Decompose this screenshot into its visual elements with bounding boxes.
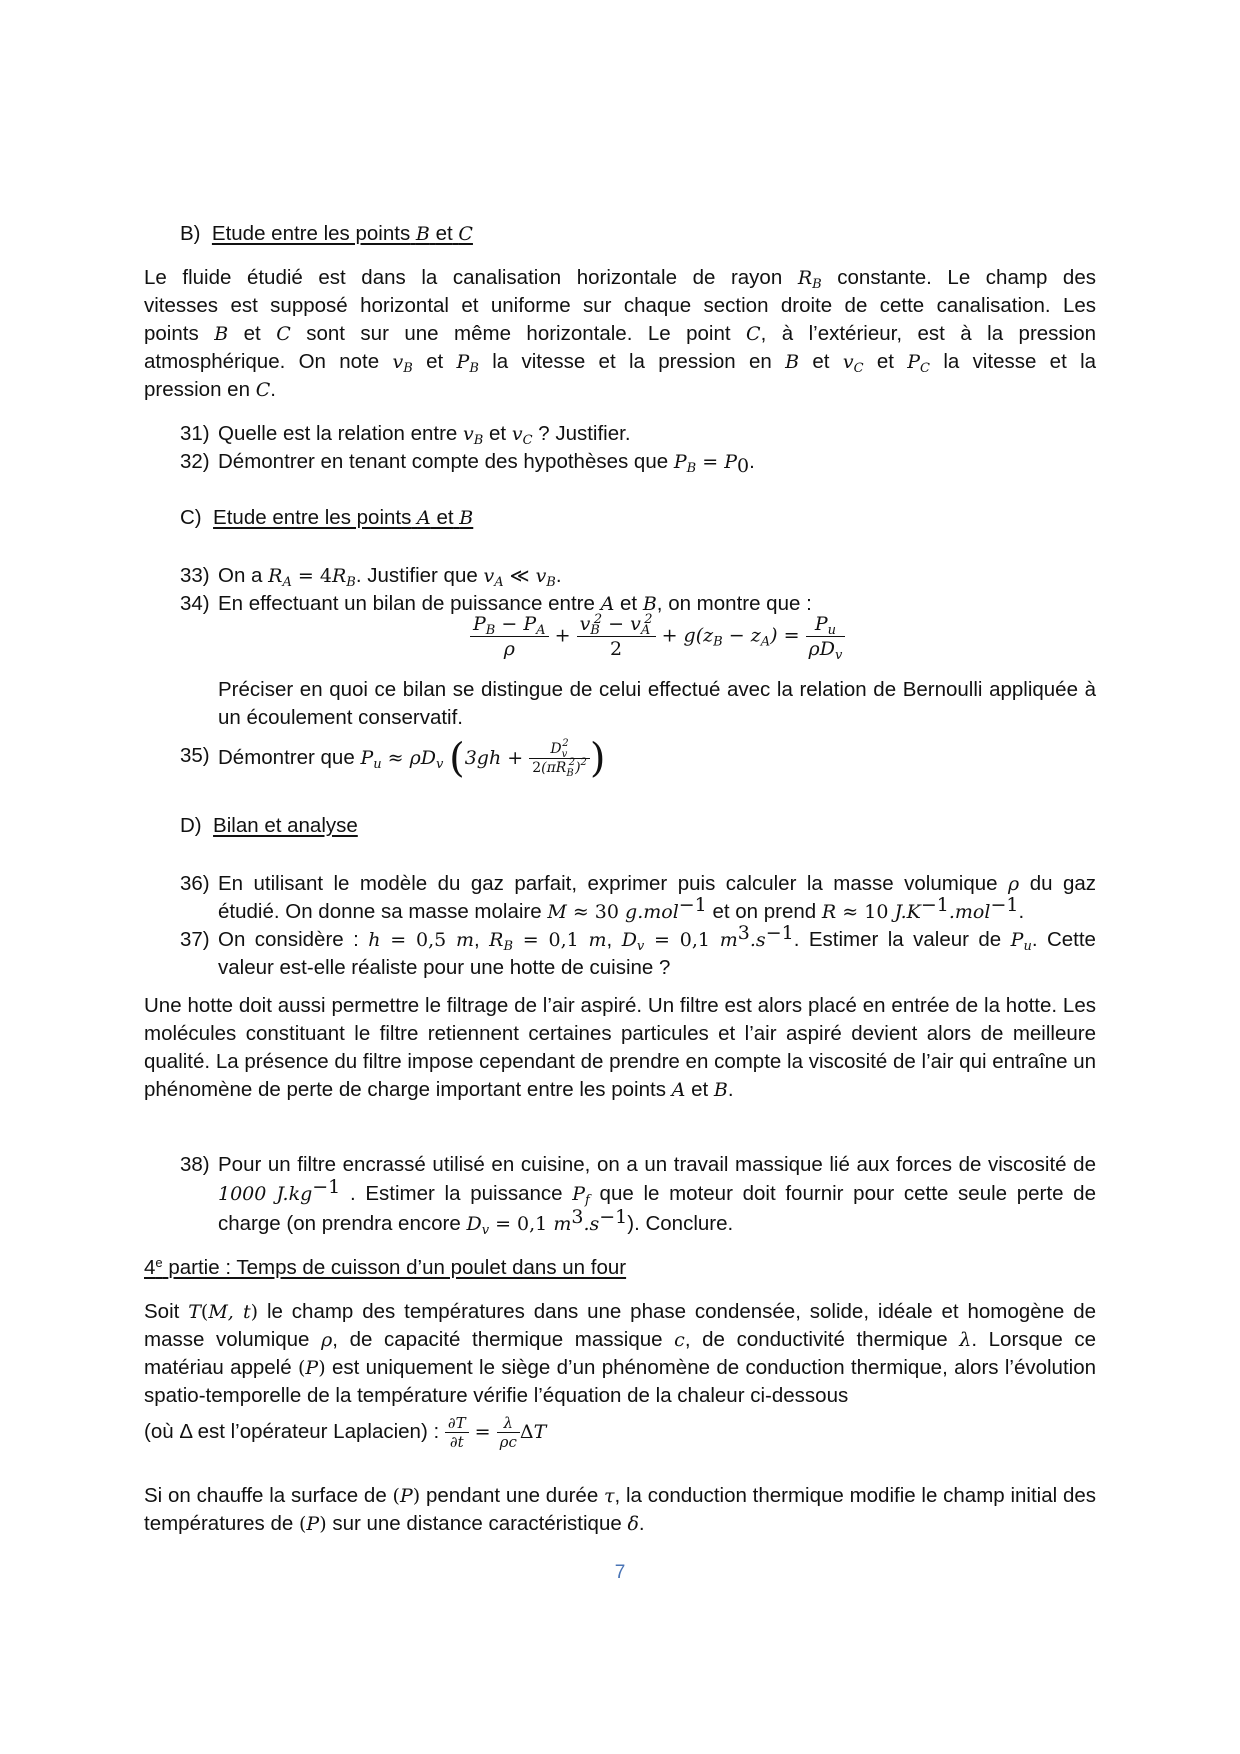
section-b-heading: B) Etude entre les points B et C (180, 222, 473, 245)
question-36: 36) En utilisant le modèle du gaz parfait, exprimer puis calculer la masse volumique ρ du gaz étudié. On donne sa masse molaire M ≈ 30 g.mol$^{-1}$ et on prend R ≈ 10 $J.K^{-1}.mol^{-1}$. (180, 872, 1097, 923)
paragraph-conduction-distance: Si on chauffe la surface de (P) pendant une durée τ, la conduction thermique modifie le champ initial des températures de (P) sur une distance caractéristique δ. (144, 1484, 1096, 1535)
section-d-heading: D) Bilan et analyse (180, 814, 358, 837)
question-34: 34) En effectuant un bilan de puissance entre A et B, on montre que : (180, 592, 812, 615)
section-b-title: Etude entre les points (211, 222, 411, 245)
power-balance-equation: $\frac{P_B - P_A}{\rho}$ + $\frac{v_B^2 - v_A^2}{2}$ + $g(z_B - z_A)$ = $\frac{P_u}{\rho D_v}$ (470, 612, 845, 661)
question-35: 35) Démontrer que $P_u \approx \rho D_v$ (3gh + $\frac{D_v^2}{2(\pi R_B^2)^2}$ ) (180, 735, 606, 782)
section-b-label: B) (180, 222, 201, 245)
part-4-heading: 4e partie : Temps de cuisson d’un poulet dans un four (144, 1255, 627, 1279)
question-34-followup: Préciser en quoi ce bilan se distingue de celui effectué avec la relation de Bernoulli appliquée à un écoulement conservatif. (218, 678, 1096, 729)
question-38: 38) Pour un filtre encrassé utilisé en cuisine, on a un travail massique lié aux forces de viscosité de 1000 $J.kg^{-1}$ . Estimer la puissance $P_f$ que le moteur doit fournir pour cette seule perte de charge (on prendra encore $D_v = 0,1$ $m^3.s^{-1}$). Conclure. (180, 1153, 1096, 1238)
question-37: 37) On considère : h = 0,5 m, $R_B = 0,1$ m, $D_v = 0,1$ $m^3.s^{-1}$. Estimer la valeur de $P_u$. Cette valeur est-elle réaliste pour une hotte de cuisine ? (180, 922, 1096, 979)
question-32: 32) Démontrer en tenant compte des hypothèses que $P_B = P_0$. (180, 450, 755, 477)
paragraph-heat-equation: Soit T(M, t) le champ des températures dans une phase condensée, solide, idéale et homogène de masse volumique ρ, de capacité thermique massique c, de conductivité thermique λ. Lorsque ce matériau appelé (P) est uniquement le siège d’un phénomène de conduction thermique, alors l’évolution spatio-temporelle de la température vérifie l’équation de la chaleur ci-dessous (où Δ est l’opérateur Laplacien) : $\frac{\partial T}{\partial t}$ = $\frac{\lambda}{\rho c}$ ΔT (144, 1300, 1097, 1451)
paragraph-b: Le fluide étudié est dans la canalisation horizontale de rayon $R_B$ constante. Le champ des vitesses est supposé horizontal et uniforme sur chaque section droite de cette canalisation. Les points B et C sont sur une même horizontale. Le point C, à l’extérieur, est à la pression atmosphérique. On note $v_B$ et $P_B$ la vitesse et la pression en B et $v_C$ et $P_C$ la vitesse et la pression en C. (144, 266, 1097, 401)
paragraph-filter: Une hotte doit aussi permettre le filtrage de l’air aspiré. Un filtre est alors placé en entrée de la hotte. Les molécules constituant le filtre retiennent certaines particules et l’air aspiré devient alors de meilleure qualité. La présence du filtre impose cependant de prendre en compte la viscosité de l’air qui entraîne un phénomène de perte de charge important entre les points A et B. (144, 994, 1096, 1101)
question-31: 31) Quelle est la relation entre $v_B$ et $v_C$ ? Justifier. (180, 422, 631, 448)
page-number: 7 (614, 1562, 626, 1583)
section-c-heading: C) Etude entre les points A et B (180, 506, 474, 529)
question-33: 33) On a $R_A = 4R_B$. Justifier que $v_A$ ≪ $v_B$. (180, 564, 562, 590)
